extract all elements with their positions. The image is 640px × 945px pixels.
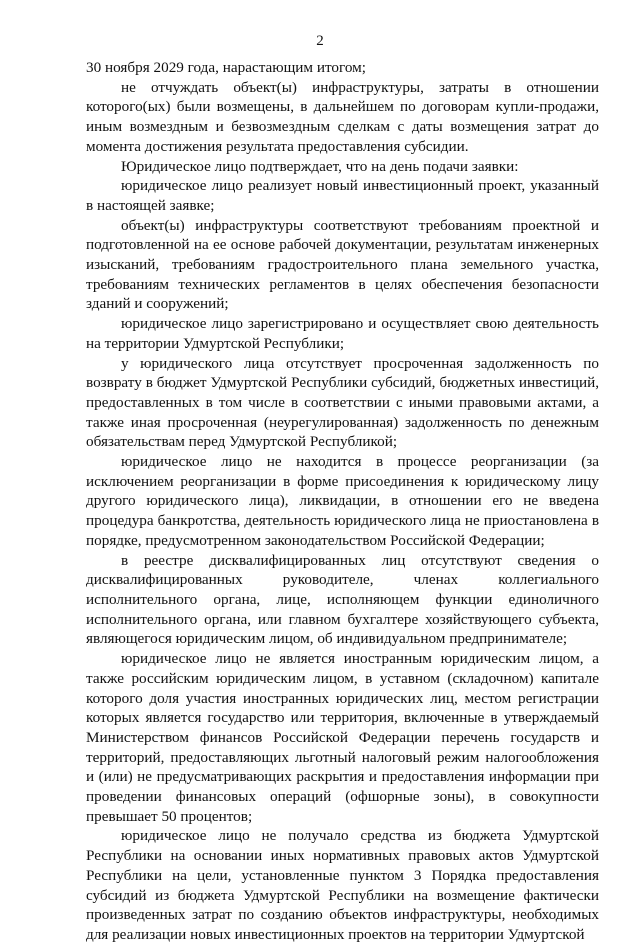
page-number: 2 [316, 33, 324, 49]
paragraph: юридическое лицо не получало средства из бюджета Удмуртской Республики на основании иных нормативных правовых актов Удмуртской Республики на цели, установленные пунктом 3 Порядка предоставления субсидий из бюджета Удмуртской Республики на возмещение фактически произведенных затрат по созданию объектов инфраструктуры, необходимых для реализации новых инвестиционных проектов на территории Удмуртской [86, 827, 599, 943]
document-body [86, 58, 599, 945]
paragraph: объект(ы) инфраструктуры соответствуют требованиям проектной и подготовленной на ее основе рабочей документации, результатам инженерных изысканий, требованиям градостроительного плана земельного участка, требованиям технических регламентов в целях обеспечения безопасности зданий и сооружений; [86, 216, 599, 313]
paragraph: юридическое лицо не является иностранным юридическим лицом, а также российским юридическим лицом, в уставном (складочном) капитале которого доля участия иностранных юридических лиц, местом регистрации которых является государство или территория, включенные в утверждаемый Министерством финансов Российской Федерации перечень государств и территорий, предоставляющих льготный налоговый режим налогообложения и (или) не предусматривающих раскрытия и предоставления информации при проведении финансовых операций (офшорные зоны), в совокупности превышает 50 процентов; [86, 650, 599, 825]
paragraph: не отчуждать объект(ы) инфраструктуры, затраты в отношении которого(ых) были возмещены, в дальнейшем по договорам купли-продажи, иным возмездным и безвозмездным сделкам с даты возмещения затрат до момента достижения результата предоставления субсидии. [86, 78, 599, 155]
paragraph: юридическое лицо реализует новый инвестиционный проект, указанный в настоящей заявке; [86, 177, 599, 214]
paragraph: Юридическое лицо подтверждает, что на день подачи заявки: [121, 157, 519, 175]
paragraph: юридическое лицо зарегистрировано и осуществляет свою деятельность на территории Удмуртской Республики; [86, 315, 599, 352]
paragraph: у юридического лица отсутствует просроченная задолженность по возврату в бюджет Удмуртской Республики субсидий, бюджетных инвестиций, предоставленных в том числе в соответствии с иными правовыми актами, а также иная просроченная (неурегулированная) задолженность по денежным обязательствам перед Удмуртской Республикой; [86, 354, 599, 451]
paragraph: в реестре дисквалифицированных лиц отсутствуют сведения о дисквалифицированных руководителе, членах коллегиального исполнительного органа, лице, исполняющем функции единоличного исполнительного органа, или главном бухгалтере хозяйствующего субъекта, являющегося юридическим лицом, об индивидуальном предпринимателе; [86, 551, 599, 648]
paragraph: юридическое лицо не находится в процессе реорганизации (за исключением реорганизации в форме присоединения к юридическому лицу другого юридического лица), ликвидации, в отношении его не введена процедура банкротства, деятельность юридического лица не приостановлена в порядке, предусмотренном законодательством Российской Федерации; [86, 453, 599, 549]
paragraph-continuation: 30 ноября 2029 года, нарастающим итогом; [86, 59, 366, 76]
